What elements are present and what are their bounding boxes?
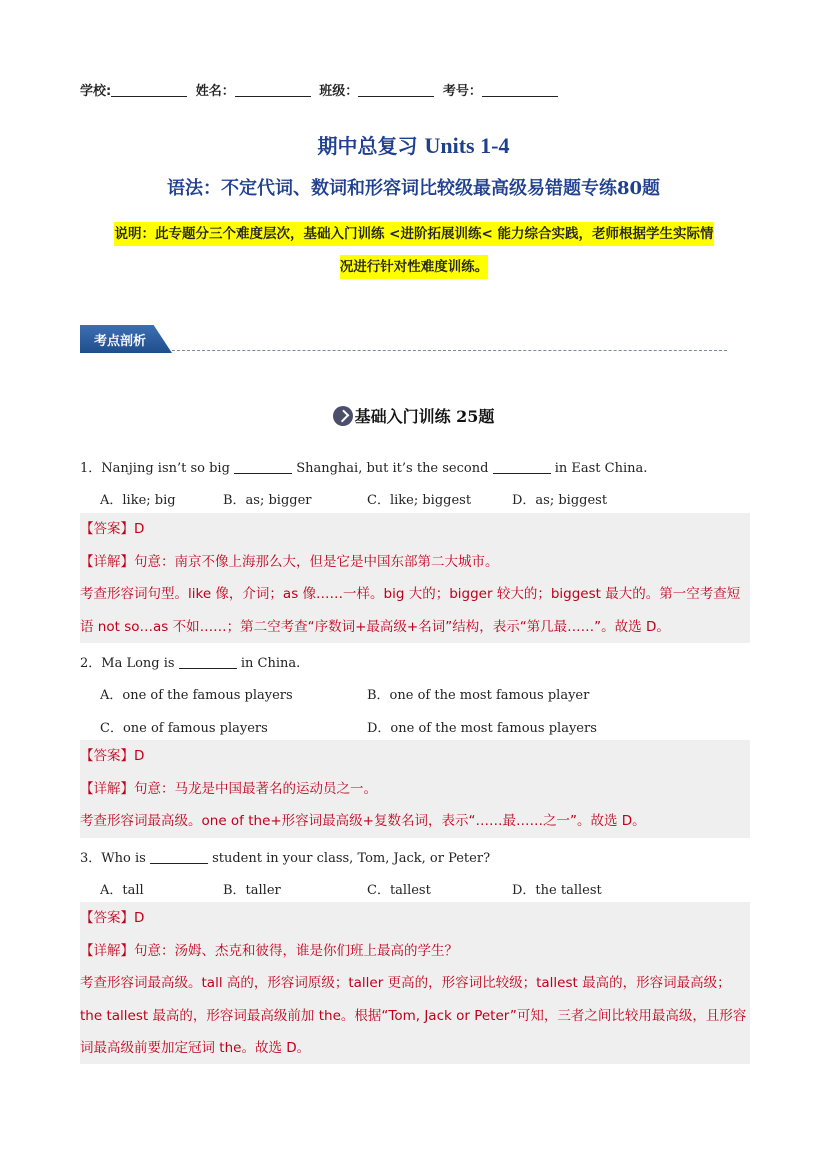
note-line-2: 况进行针对性难度训练。	[340, 255, 489, 279]
answer-blank	[234, 461, 292, 474]
answer-key: 【答案】D	[80, 748, 145, 764]
detail-line: 【详解】句意：汤姆、杰克和彼得，谁是你们班上最高的学生？	[80, 942, 458, 959]
answer-blank	[150, 851, 208, 864]
answer-blank	[179, 656, 237, 669]
school-label: 学校:	[80, 84, 112, 99]
section-heading-text: 基础入门训练 25题	[354, 407, 495, 426]
option-b: B．taller	[223, 883, 281, 898]
option-b: B．as; bigger	[223, 493, 312, 508]
option-d: D．the tallest	[512, 883, 602, 898]
answer-explanation-2	[80, 740, 750, 838]
detail-line: 考查形容词最高级。tall 高的，形容词原级；taller 更高的，形容词比较级；tallest 最高的，形容词最高级；	[80, 975, 731, 991]
option-c: C．tallest	[367, 883, 431, 898]
school-blank	[111, 84, 187, 97]
title-cn: 期中总复习	[317, 134, 418, 158]
detail-line: 考查形容词最高级。one of the+形容词最高级+复数名词，表示“……最……之一”。故选 D。	[80, 813, 646, 829]
question-3-stem: 3．Who is student in your class, Tom, Jack, or Peter?	[80, 851, 491, 866]
answer-blank	[493, 461, 551, 474]
detail-line: 考查形容词句型。like 像，介词；as 像……一样。big 大的；bigger 较大的；biggest 最大的。第一空考查短	[80, 586, 741, 602]
dashed-divider	[172, 350, 727, 351]
title-units: Units 1-4	[424, 133, 510, 158]
detail-line: 词最高级前要加定冠词 the。故选 D。	[80, 1040, 311, 1056]
section-tab	[80, 325, 172, 353]
option-d: D．as; biggest	[512, 493, 608, 508]
section-heading	[0, 404, 827, 427]
question-1-stem: 1．Nanjing isn’t so big Shanghai, but it’s the second in East China.	[80, 461, 648, 476]
exam-no-blank	[482, 84, 558, 97]
option-c: C．like; biggest	[367, 493, 472, 508]
class-label: 班级：	[319, 84, 359, 99]
class-blank	[358, 84, 434, 97]
answer-explanation-1	[80, 513, 750, 643]
detail-line: the tallest 最高的，形容词最高级前加 the。根据“Tom, Jack or Peter”可知，三者之间比较用最高级，且形容	[80, 1007, 747, 1024]
option-d: D．one of the most famous players	[367, 721, 597, 736]
section-tab-label: 考点剖析	[94, 334, 147, 349]
answer-explanation-3	[80, 902, 750, 1065]
note-line-1: 说明：此专题分三个难度层次，基础入门训练 <进阶拓展训练< 能力综合实践，老师根据学生实际情	[114, 222, 713, 246]
option-a: A．tall	[100, 883, 144, 898]
detail-line: 【详解】句意：马龙是中国最著名的运动员之一。	[80, 780, 377, 797]
name-label: 姓名：	[195, 84, 235, 99]
arrow-circle-icon	[333, 406, 353, 426]
exam-no-label: 考号：	[442, 84, 482, 99]
page-subtitle: 语法：不定代词、数词和形容词比较级最高级易错题专练80题	[166, 178, 661, 199]
option-a: A．one of the famous players	[100, 688, 293, 703]
student-info-line	[80, 80, 562, 99]
option-a: A．like; big	[100, 493, 176, 508]
question-2-stem: 2．Ma Long is in China.	[80, 656, 301, 671]
detail-line: 【详解】句意：南京不像上海那么大，但是它是中国东部第二大城市。	[80, 553, 499, 570]
name-blank	[235, 84, 311, 97]
option-b: B．one of the most famous player	[367, 688, 590, 703]
page-title	[0, 130, 827, 159]
answer-key: 【答案】D	[80, 910, 145, 926]
detail-line: 语 not so…as 不如……；第二空考查“序数词+最高级+名词”结构，表示“第几最……”。故选 D。	[80, 618, 670, 635]
instruction-note	[80, 218, 748, 284]
answer-key: 【答案】D	[80, 521, 145, 537]
option-c: C．one of famous players	[100, 721, 268, 736]
